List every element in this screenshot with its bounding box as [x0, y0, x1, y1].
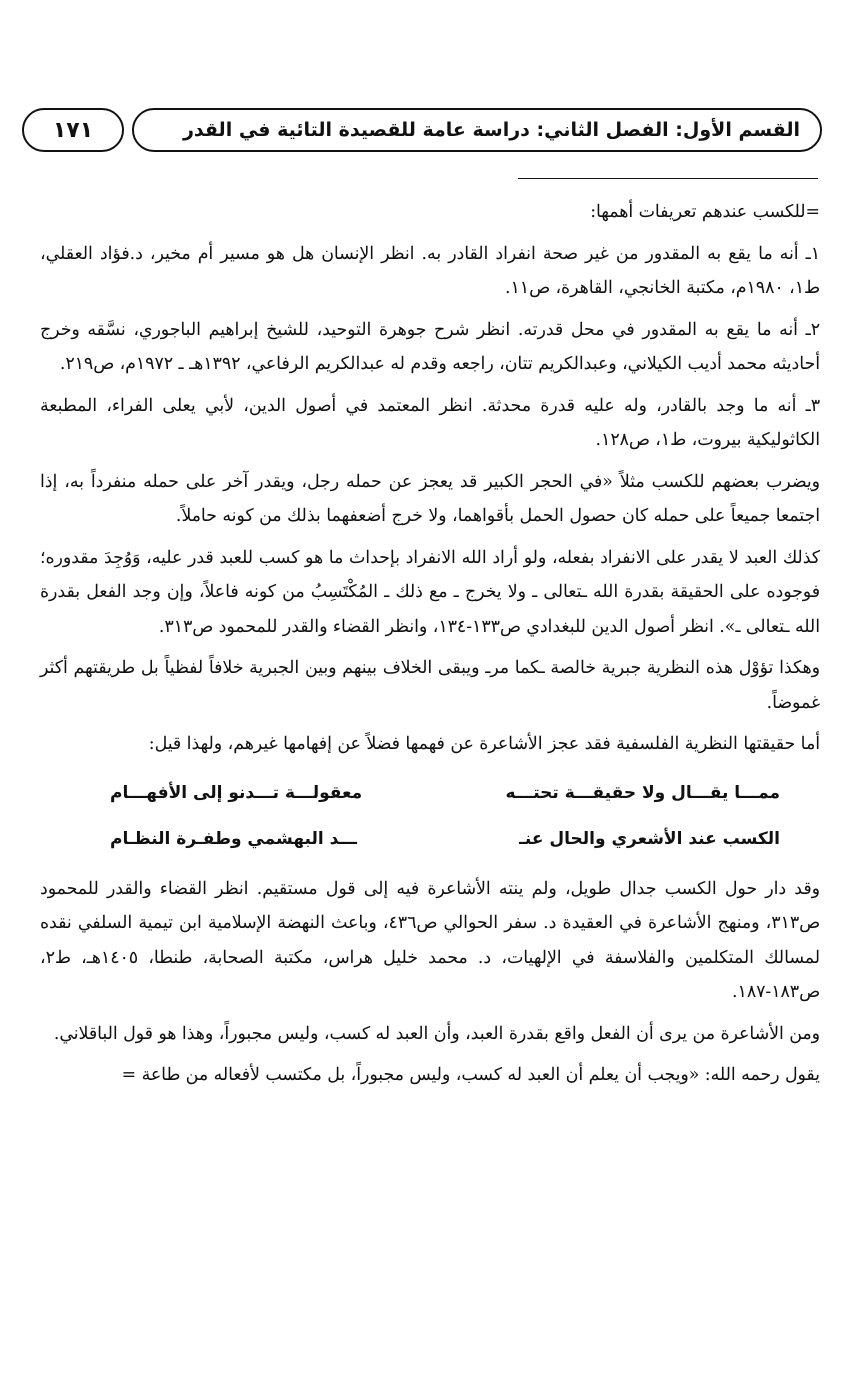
poem-verse [40, 816, 820, 862]
footnote-body [40, 195, 820, 1100]
paragraph: =للكسب عندهم تعريفات أهمها: [590, 202, 820, 222]
verse-second-hemistich: ـــد البهشمي وطفـرة النظـام [110, 828, 357, 849]
paragraph: ويضرب بعضهم للكسب مثلاً «في الحجر الكبير قد يعجز عن حمله رجل، ويقدر آخر على حمله منفرداً به، إذا اجتمعا جميعاً على حمله كان حصول الحمل بأقواهما، ولا خرج أضعفهما بذلك من كونه حاملاً. [40, 471, 820, 526]
paragraph: يقول رحمه الله: «ويجب أن يعلم أن العبد له كسب، وليس مجبوراً، بل مكتسب لأفعاله من طاعة = [121, 1065, 820, 1085]
paragraph: ومن الأشاعرة من يرى أن الفعل واقع بقدرة العبد، وأن العبد له كسب، وليس مجبوراً، وهذا هو قول الباقلاني. [53, 1023, 820, 1044]
header-title-box [132, 108, 822, 152]
footnote-separator [518, 178, 818, 179]
paragraph: ٢ـ أنه ما يقع به المقدور في محل قدرته. انظر شرح جوهرة التوحيد، للشيخ إبراهيم الباجوري، نسَّقه وخرج أحاديثه محمد أديب الكيلاني، وعبدالكريم تتان، راجعه وقدم له عبدالكريم الرفاعي، ١٣٩٢هـ ـ ١٩٧٢م، ص٢١٩. [40, 319, 820, 374]
paragraph: كذلك العبد لا يقدر على الانفراد بفعله، ولو أراد الله الانفراد بإحداث ما هو كسب للعبد قدر عليه، وَوُجِدَ مقدوره؛ فوجوده على الحقيقة بقدرة الله ـتعالى ـ ولا يخرج ـ مع ذلك ـ المُكْتَسِبُ من كونه فاعلاً، وإن وجد الفعل بقدرة الله ـتعالى ـ». انظر أصول الدين للبغدادي ص١٣٣-١٣٤، وانظر القضاء والقدر للمحمود ص٣١٣. [40, 547, 820, 637]
paragraph: أما حقيقتها النظرية الفلسفية فقد عجز الأشاعرة عن فهمها فضلاً عن إفهامها غيرهم، ولهذا قيل: [148, 734, 820, 754]
verse-first-hemistich: الكسب عند الأشعري والحال عنـ [519, 828, 780, 849]
paragraph: ٣ـ أنه ما وجد بالقادر، وله عليه قدرة محدثة. انظر المعتمد في أصول الدين، لأبي يعلى الفراء، المطبعة الكاثوليكية بيروت، ط١، ص١٢٨. [40, 395, 820, 450]
verse-second-hemistich: معقولـــة تـــدنو إلى الأفهـــام [110, 782, 363, 803]
poem [40, 770, 820, 862]
verse-first-hemistich: ممـــا يقـــال ولا حقيقـــة تحتـــه [505, 782, 780, 803]
running-header [22, 108, 822, 156]
page-number: ١٧١ [52, 117, 94, 143]
poem-verse [40, 770, 820, 816]
paragraph: وهكذا تؤوْل هذه النظرية جبرية خالصة ـكما مرـ ويبقى الخلاف بينهم وبين الجبرية خلافاً لفظياً بل طريقتهم أكثر غموضاً. [40, 658, 820, 713]
paragraph: وقد دار حول الكسب جدال طويل، ولم ينته الأشاعرة فيه إلى قول مستقيم. انظر القضاء والقدر للمحمود ص٣١٣، ومنهج الأشاعرة في العقيدة د. سفر الحوالي ص٤٣٦، وباعث النهضة الإسلامية ابن تيمية السلفي نقده لمسالك المتكلمين والفلاسفة في الإلهيات، د. محمد خليل هراس، مكتبة الصحابة، طنطا، ١٤٠٥هـ، ط٢، ص١٨٣-١٨٧. [40, 878, 821, 1002]
page-number-box [22, 108, 124, 152]
paragraph: ١ـ أنه ما يقع به المقدور من غير صحة انفراد القادر به. انظر الإنسان هل هو مسير أم مخير، د.فؤاد العقلي، ط١، ١٩٨٠م، مكتبة الخانجي، القاهرة، ص١١. [40, 243, 820, 298]
header-title: القسم الأول: الفصل الثاني: دراسة عامة للقصيدة التائية في القدر [182, 119, 800, 141]
